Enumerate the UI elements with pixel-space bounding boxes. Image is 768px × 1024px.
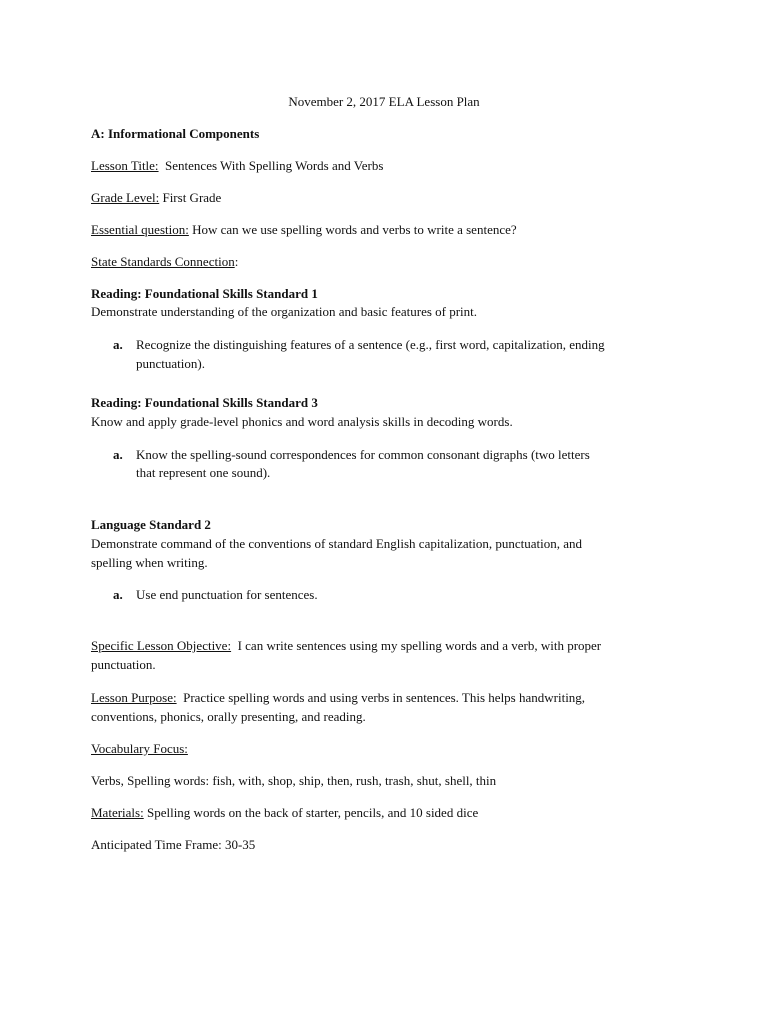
essential-question-label: Essential question: [91, 222, 189, 237]
standard-1-item-line-2: punctuation). [136, 356, 205, 371]
time-frame: Anticipated Time Frame: 30-35 [91, 837, 256, 852]
lesson-title-line [91, 157, 383, 175]
purpose-value: Practice spelling words and using verbs in sentences. This helps handwriting, [176, 690, 586, 705]
standard-1-heading: Reading: Foundational Skills Standard 1 [91, 286, 318, 301]
standard-3-item-line-1: Know the spelling-sound correspondences for common consonant digraphs (two letters [136, 447, 590, 462]
materials-label: Materials: [91, 805, 144, 820]
grade-level-label: Grade Level: [91, 190, 160, 205]
vocabulary-focus-line [91, 740, 188, 758]
materials-value: Spelling words on the back of starter, pencils, and 10 sided dice [143, 805, 479, 820]
purpose-label: Lesson Purpose: [91, 690, 177, 705]
language-standard-2-item-marker: a. [113, 587, 123, 602]
grade-level-value: First Grade [159, 190, 222, 205]
language-standard-2-item-line-1: Use end punctuation for sentences. [136, 587, 318, 602]
language-standard-2-heading: Language Standard 2 [91, 517, 211, 532]
lesson-title-label: Lesson Title: [91, 158, 159, 173]
standards-connection-line [91, 253, 238, 271]
standard-1-description: Demonstrate understanding of the organization and basic features of print. [91, 304, 478, 319]
standard-3-item-marker: a. [113, 447, 123, 462]
grade-level-line [91, 189, 221, 207]
objective-value: I can write sentences using my spelling words and a verb, with proper [231, 638, 602, 653]
standard-3-heading: Reading: Foundational Skills Standard 3 [91, 395, 318, 410]
objective-label: Specific Lesson Objective: [91, 638, 232, 653]
lesson-title-value: Sentences With Spelling Words and Verbs [158, 158, 384, 173]
essential-question-line [91, 221, 517, 239]
purpose-line-2: conventions, phonics, orally presenting, and reading. [91, 709, 366, 724]
vocabulary-words: Verbs, Spelling words: fish, with, shop, ship, then, rush, trash, shut, shell, thin [91, 773, 497, 788]
objective-line-2: punctuation. [91, 657, 156, 672]
standard-3-item-line-2: that represent one sound). [136, 465, 271, 480]
standard-1-item-marker: a. [113, 337, 123, 352]
standard-3-description: Know and apply grade-level phonics and word analysis skills in decoding words. [91, 414, 513, 429]
objective-line-1 [91, 637, 601, 655]
language-standard-2-desc-line-2: spelling when writing. [91, 555, 208, 570]
materials-line [91, 804, 478, 822]
purpose-line-1 [91, 689, 585, 707]
document-title: November 2, 2017 ELA Lesson Plan [288, 94, 480, 109]
section-a-heading: A: Informational Components [91, 126, 260, 141]
standards-connection-label: State Standards Connection [91, 254, 235, 269]
essential-question-value: How can we use spelling words and verbs to write a sentence? [188, 222, 517, 237]
language-standard-2-desc-line-1: Demonstrate command of the conventions of standard English capitalization, punctuation, and [91, 536, 582, 551]
vocabulary-focus-label: Vocabulary Focus: [91, 741, 188, 756]
standards-connection-colon: : [234, 254, 239, 269]
standard-1-item-line-1: Recognize the distinguishing features of a sentence (e.g., first word, capitalization, ending [136, 337, 605, 352]
